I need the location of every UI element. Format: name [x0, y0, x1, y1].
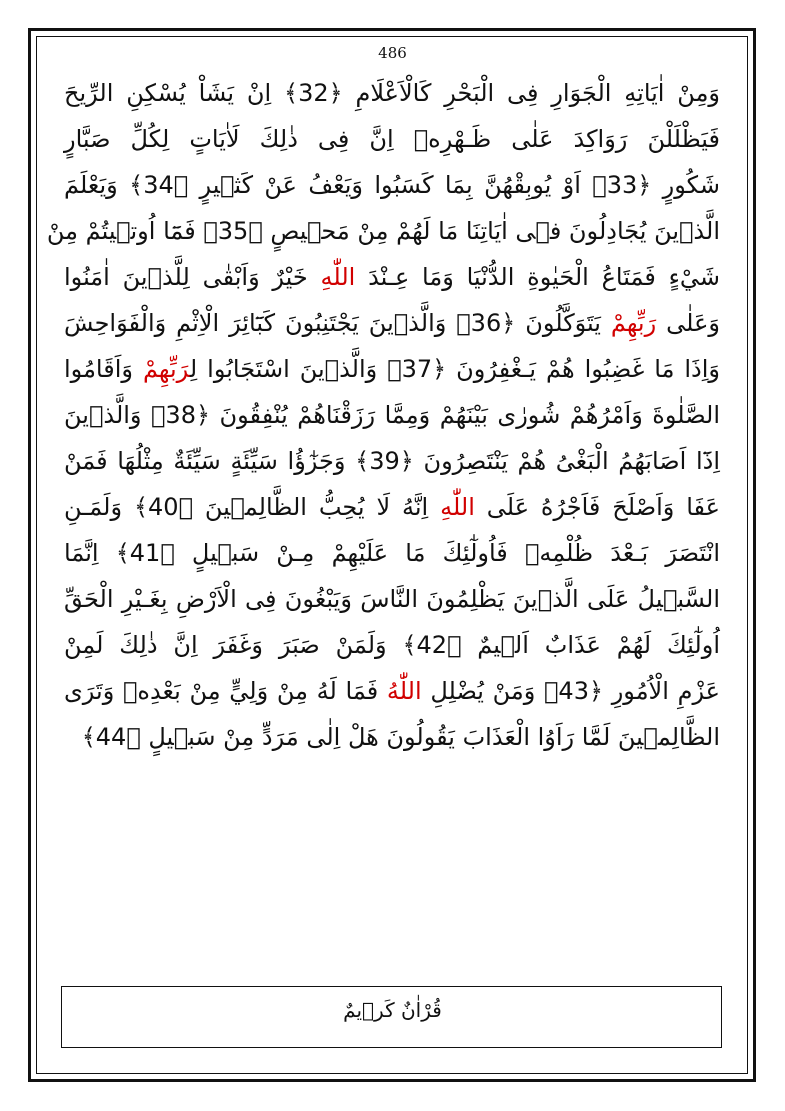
highlighted-word: اللّٰهِ: [320, 263, 356, 291]
verse-line-13: اُولٰٓئِكَ لَهُمْ عَذَابٌ اَلٖيمٌ ﴿42﴾ وَلَمَنْ صَبَرَ وَغَفَرَ اِنَّ ذٰلِكَ لَمِنْ: [64, 631, 720, 659]
verse-line-11: انْتَصَرَ بَـعْدَ ظُلْمِه۪ فَاُولٰٓئِكَ مَا عَلَيْهِمْ مِـنْ سَبٖيلٍ ﴿41﴾ اِنَّمَا: [64, 539, 720, 567]
verse-line-6: وَعَلٰى رَبِّهِمْ يَتَوَكَّلُونَ ﴿36﴾ وَالَّذٖينَ يَجْتَنِبُونَ كَبَٓائِرَ الْاِثْمِ وَالْفَوَاحِشَ: [64, 309, 720, 337]
highlighted-word: رَبِّهِمْ: [142, 355, 190, 383]
verse-line-15: الظَّالِمٖينَ لَمَّا رَاَوُا الْعَذَابَ يَقُولُونَ هَلْ اِلٰى مَرَدٍّ مِنْ سَبٖيلٍ ﴿44﴾: [81, 723, 720, 751]
highlighted-word: رَبِّهِمْ: [610, 309, 657, 337]
highlighted-word: اللّٰهُ: [386, 677, 422, 705]
verse-line-14: عَزْمِ الْاُمُورِ ﴿43﴾ وَمَنْ يُضْلِلِ اللّٰهُ فَمَا لَهُ مِنْ وَلِيٍّ مِنْ بَعْدِه۪ وَتَرَى: [64, 677, 721, 705]
verse-line-9: اِذَٓا اَصَابَهُمُ الْبَغْىُ هُمْ يَنْتَصِرُونَ ﴿39﴾ وَجَزٰٓؤُا سَيِّئَةٍ سَيِّئَةٌ مِثْلُهَا فَمَنْ: [64, 447, 720, 475]
verse-line-12: السَّبٖيلُ عَلَى الَّذٖينَ يَظْلِمُونَ النَّاسَ وَيَبْغُونَ فِى الْاَرْضِ بِغَـيْرِ الْحَقِّ: [64, 585, 720, 613]
highlighted-word: اللّٰهِ: [440, 493, 475, 521]
page-number: 486: [378, 44, 407, 62]
verse-line-8: الصَّلٰوةَ وَاَمْرُهُمْ شُورٰى بَيْنَهُمْ وَمِمَّا رَزَقْنَاهُمْ يُنْفِقُونَ ﴿38﴾ وَالَّذٖينَ: [64, 401, 720, 429]
verse-line-2: فَيَظْلَلْنَ رَوَاكِدَ عَلٰى ظَـهْرِه۪ اِنَّ فِى ذٰلِكَ لَاٰيَاتٍ لِكُلِّ صَبَّارٍ: [64, 125, 720, 153]
verse-line-3: شَكُورٍ ﴿33﴾ اَوْ يُوبِقْهُنَّ بِمَا كَسَبُوا وَيَعْفُ عَنْ كَثٖيرٍ ﴿34﴾ وَيَعْلَمَ: [64, 171, 720, 199]
footer-title: قُرْاٰنٌ كَرٖيمٌ: [343, 998, 442, 1022]
verse-line-4: الَّذٖينَ يُجَادِلُونَ فٖى اٰيَاتِنَا مَا لَهُمْ مِنْ مَحٖيصٍ ﴿35﴾ فَمَٓا اُوتٖيتُمْ مِنْ: [46, 217, 720, 245]
verse-line-5: شَيْءٍ فَمَتَاعُ الْحَيٰوةِ الدُّنْيَا وَمَا عِـنْدَ اللّٰهِ خَيْرٌ وَاَبْقٰى لِلَّذٖينَ اٰمَنُوا: [64, 263, 720, 291]
verse-line-7: وَاِذَا مَا غَضِبُوا هُمْ يَـغْفِرُونَ ﴿37﴾ وَالَّذٖينَ اسْتَجَابُوا لِرَبِّهِمْ وَاَقَامُوا: [64, 355, 720, 383]
verse-text-block: [46, 70, 721, 760]
verse-line-10: عَفَا وَاَصْلَحَ فَاَجْرُهُ عَلَى اللّٰهِ اِنَّهُ لَا يُحِبُّ الظَّالِمٖينَ ﴿40﴾ وَلَمَـنِ: [64, 493, 720, 521]
verse-line-1: وَمِنْ اٰيَاتِهِ الْجَوَارِ فِى الْبَحْرِ كَالْاَعْلَامِ ﴿32﴾ اِنْ يَشَاْ يُسْكِنِ الرِّيحَ: [64, 79, 721, 107]
